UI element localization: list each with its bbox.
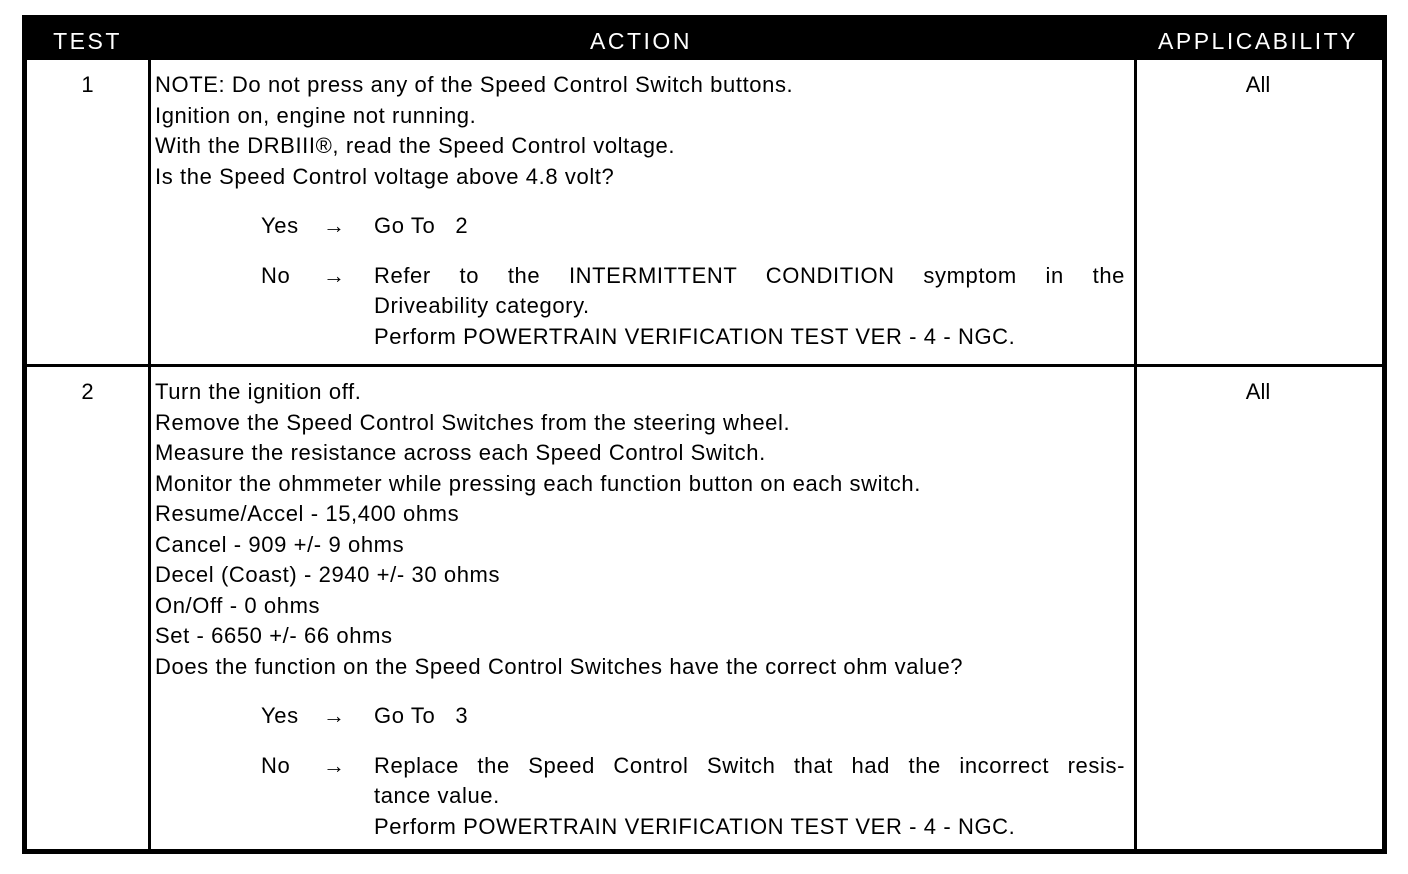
no-text-line: Replace the Speed Control Switch that had the incorrect resis-: [374, 752, 1125, 778]
no-result: [261, 751, 1125, 843]
no-text-line: Refer to the INTERMITTENT CONDITION symptom in the: [374, 262, 1125, 288]
action-line: On/Off - 0 ohms: [155, 592, 321, 618]
header-test: TEST: [53, 28, 122, 54]
arrow-right-icon: →: [323, 703, 346, 728]
no-text-line: Perform POWERTRAIN VERIFICATION TEST VER - 4 - NGC.: [374, 813, 1016, 839]
action-line: Remove the Speed Control Switches from the steering wheel.: [155, 409, 791, 435]
action-line: With the DRBIII®, read the Speed Control voltage.: [155, 133, 676, 158]
action-line: Set - 6650 +/- 66 ohms: [155, 623, 393, 648]
arrow-right-icon: →: [323, 213, 346, 238]
action-line: Is the Speed Control voltage above 4.8 volt?: [155, 163, 615, 189]
action-line: Resume/Accel - 15,400 ohms: [155, 501, 460, 526]
action-line: Ignition on, engine not running.: [155, 102, 477, 128]
arrow-right-icon: →: [323, 262, 346, 288]
action-line: NOTE: Do not press any of the Speed Control Switch buttons.: [155, 72, 794, 97]
table-header: [27, 20, 1382, 60]
action-line: Decel (Coast) - 2940 +/- 30 ohms: [155, 562, 501, 587]
yes-label: Yes: [261, 213, 299, 238]
yes-label: Yes: [261, 703, 299, 728]
table-row-test-1: [27, 60, 1382, 364]
yes-result: [261, 701, 1125, 732]
applicability-cell: All: [1245, 379, 1271, 404]
diagnostic-test-table: [22, 15, 1387, 854]
no-text-line: Perform POWERTRAIN VERIFICATION TEST VER - 4 - NGC.: [374, 323, 1016, 349]
no-result: [261, 261, 1125, 353]
table-row-test-2: [27, 367, 1382, 849]
no-text-line: Driveability category.: [374, 293, 590, 318]
action-cell: [155, 377, 1125, 842]
action-cell: [155, 70, 1125, 352]
action-line: Monitor the ohmmeter while pressing each function button on each switch.: [155, 470, 921, 496]
header-applicability: APPLICABILITY: [1158, 28, 1358, 54]
test-number: 1: [81, 72, 94, 97]
action-line: Measure the resistance across each Speed Control Switch.: [155, 440, 766, 465]
action-line: Cancel - 909 +/- 9 ohms: [155, 531, 405, 557]
no-text-line: tance value.: [374, 783, 500, 808]
test-number: 2: [81, 379, 94, 404]
no-label: No: [261, 752, 291, 778]
yes-text: Go To 2: [374, 213, 469, 238]
applicability-cell: All: [1245, 72, 1271, 97]
header-action: ACTION: [590, 28, 692, 54]
arrow-right-icon: →: [323, 752, 346, 778]
yes-text: Go To 3: [374, 703, 469, 728]
action-line: Turn the ignition off.: [155, 379, 362, 404]
action-line: Does the function on the Speed Control Switches have the correct ohm value?: [155, 653, 964, 679]
yes-result: [261, 211, 1125, 242]
no-label: No: [261, 262, 291, 288]
